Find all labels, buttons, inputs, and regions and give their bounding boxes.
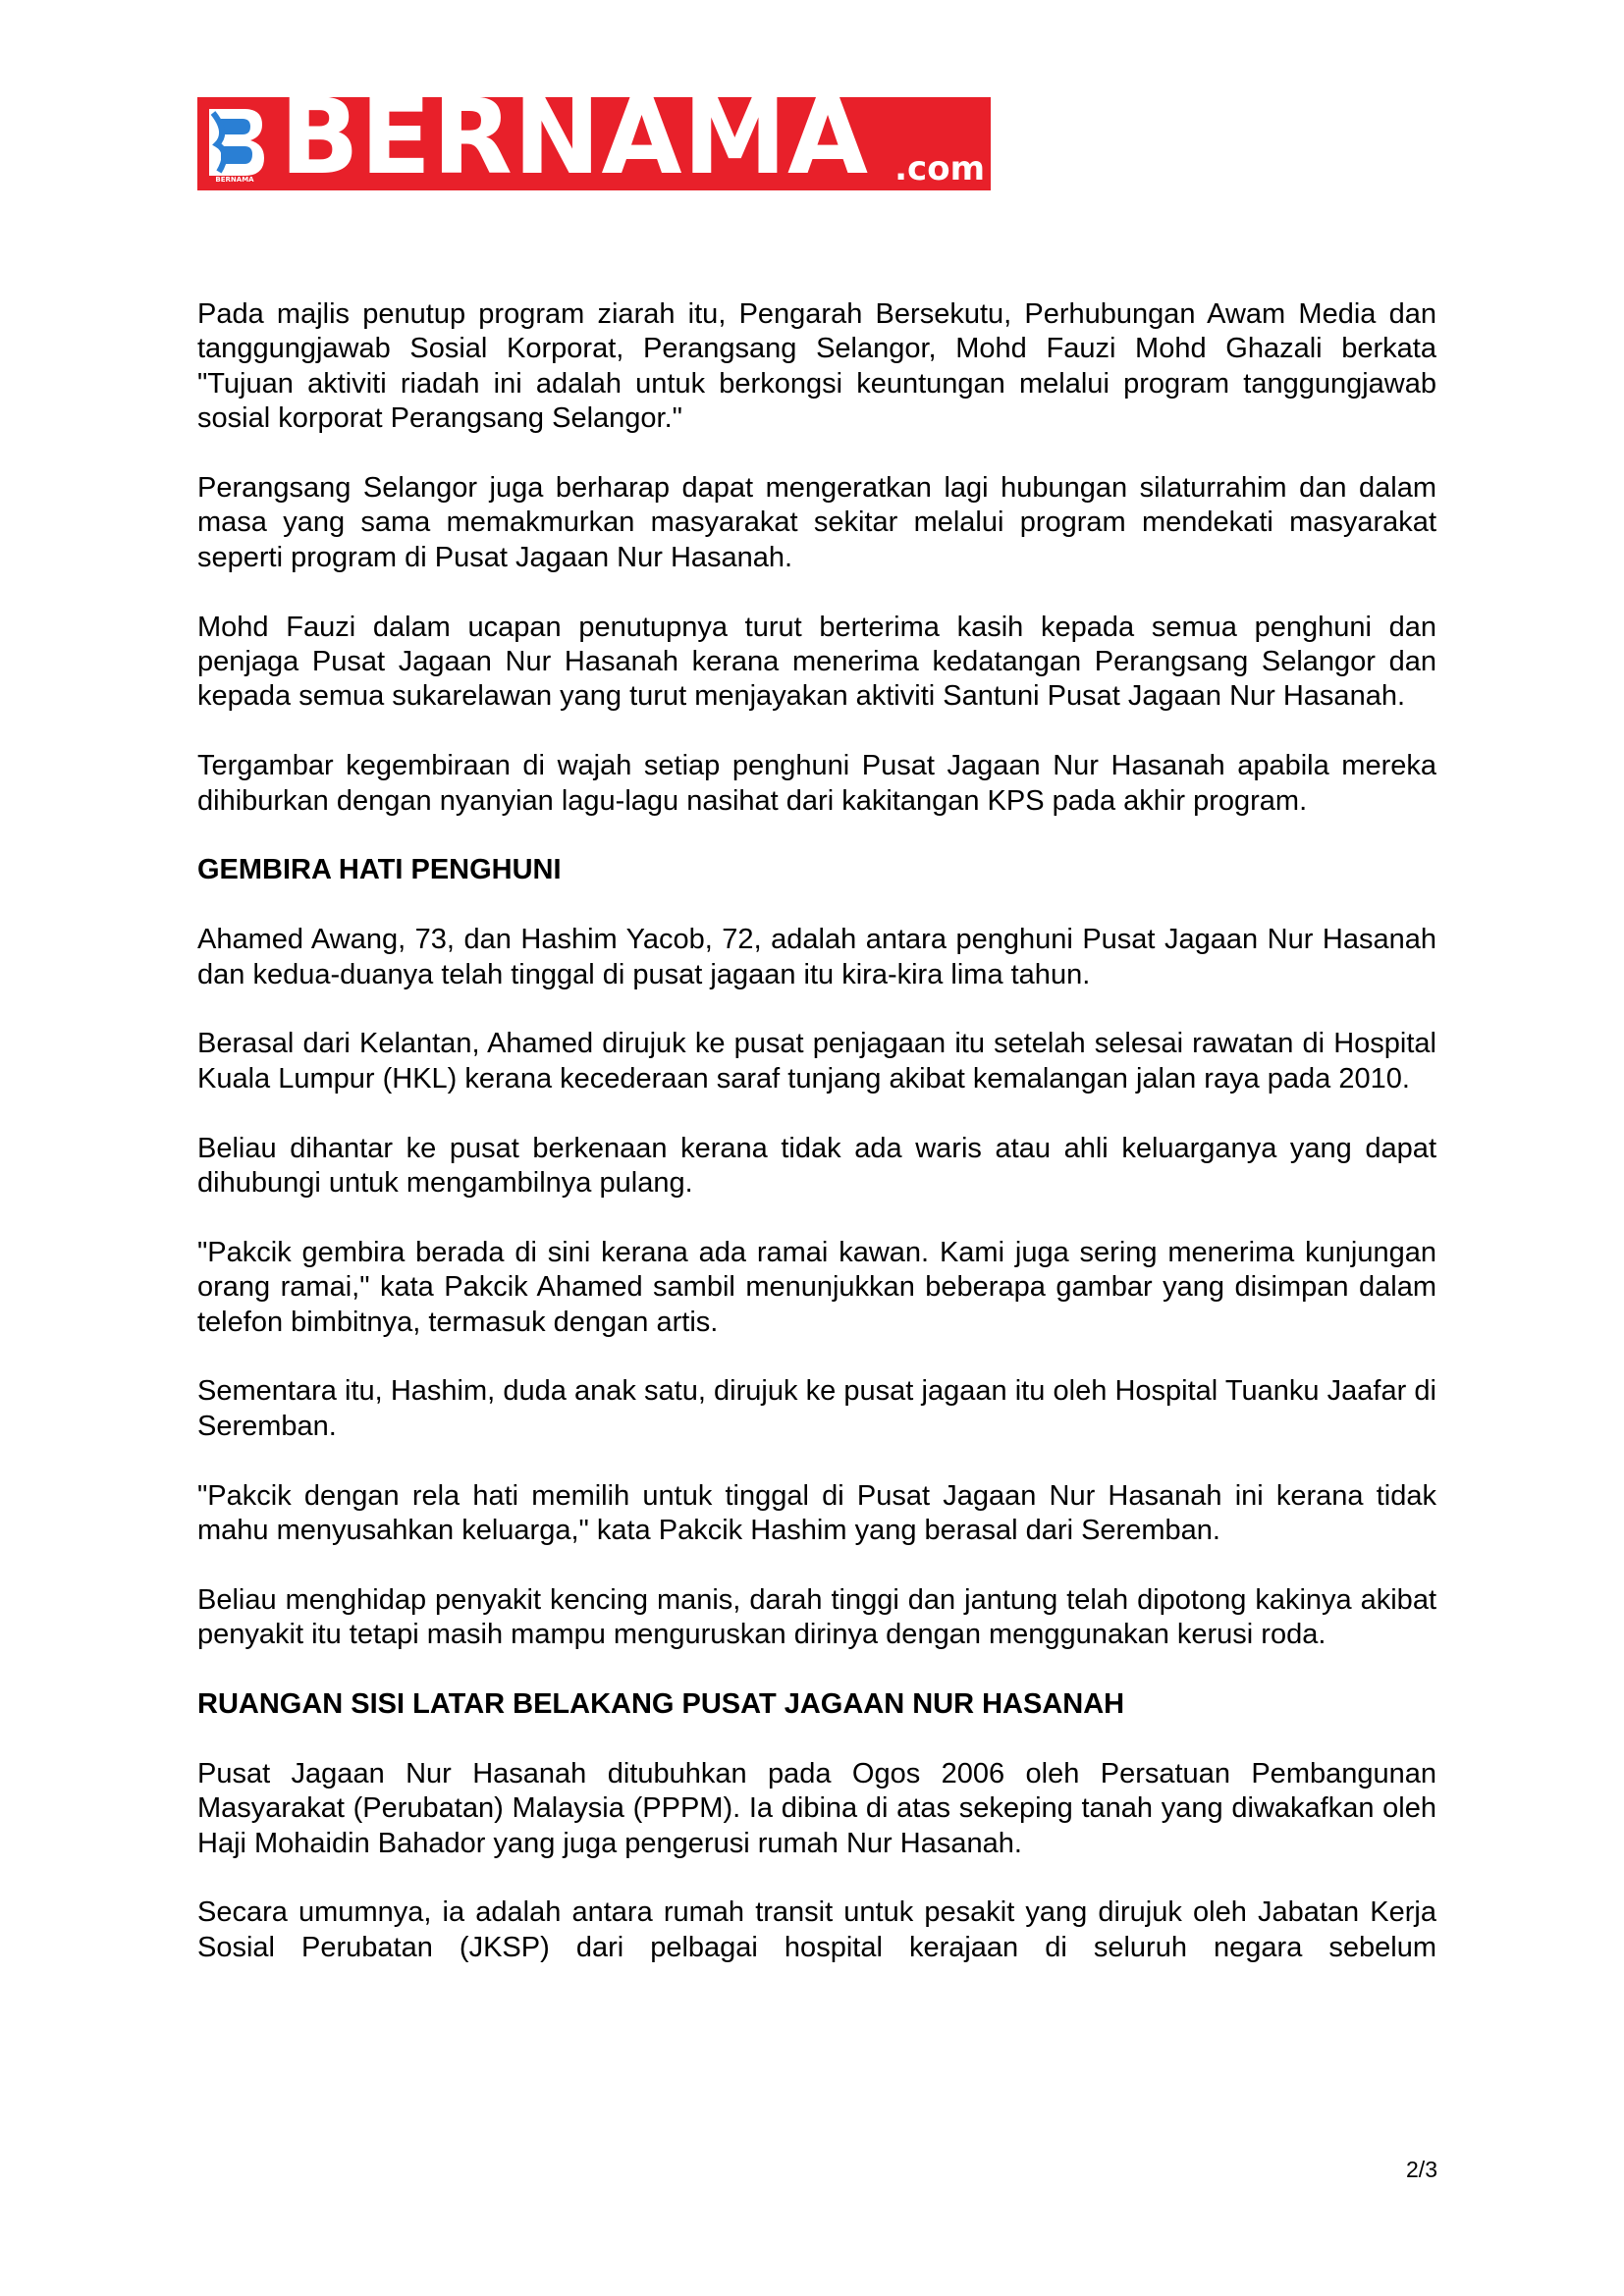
paragraph: Berasal dari Kelantan, Ahamed dirujuk ke pusat penjagaan itu setelah selesai rawatan di Hospital Kuala Lumpur (HKL) kerana kecederaan saraf tunjang akibat kemalangan jalan raya pada 2010.	[197, 1028, 1436, 1095]
paragraph: Perangsang Selangor juga berharap dapat mengeratkan lagi hubungan silaturrahim dan dalam masa yang sama memakmurkan masyarakat sekitar melalui program mendekati masyarakat seperti program di Pusat Jagaan Nur Hasanah.	[197, 472, 1436, 573]
paragraph: Mohd Fauzi dalam ucapan penutupnya turut berterima kasih kepada semua penghuni dan penjaga Pusat Jagaan Nur Hasanah kerana menerima kedatangan Perangsang Selangor dan kepada semua sukarelawan yang turut menjayakan aktiviti Santuni Pusat Jagaan Nur Hasanah.	[197, 611, 1436, 713]
section-heading: GEMBIRA HATI PENGHUNI	[197, 854, 562, 886]
paragraph: Secara umumnya, ia adalah antara rumah transit untuk pesakit yang dirujuk oleh Jabatan Kerja Sosial Perubatan (JKSP) dari pelbagai hospital kerajaan di seluruh negara sebelum	[197, 1896, 1436, 1963]
paragraph: Beliau dihantar ke pusat berkenaan kerana tidak ada waris atau ahli keluarganya yang dapat dihubungi untuk mengambilnya pulang.	[197, 1132, 1436, 1200]
paragraph: Pusat Jagaan Nur Hasanah ditubuhkan pada Ogos 2006 oleh Persatuan Pembangunan Masyarakat (Perubatan) Malaysia (PPPM). Ia dibina di atas sekeping tanah yang diwakafkan oleh Haji Mohaidin Bahador yang juga pengerusi rumah Nur Hasanah.	[197, 1757, 1436, 1859]
bernama-b-mark-icon	[199, 103, 270, 184]
logo-domain-suffix: .com	[894, 149, 985, 188]
paragraph: Tergambar kegembiraan di wajah setiap penghuni Pusat Jagaan Nur Hasanah apabila mereka dihiburkan dengan nyanyian lagu-lagu nasihat dari kakitangan KPS pada akhir program.	[197, 750, 1436, 817]
paragraph: Pada majlis penutup program ziarah itu, Pengarah Bersekutu, Perhubungan Awam Media dan tanggungjawab Sosial Korporat, Perangsang Selangor, Mohd Fauzi Mohd Ghazali berkata "Tujuan aktiviti riadah ini adalah untuk berkongsi keuntungan melalui program tanggungjawab sosial korporat Perangsang Selangor."	[197, 298, 1436, 435]
section-heading: RUANGAN SISI LATAR BELAKANG PUSAT JAGAAN NUR HASANAH	[197, 1688, 1125, 1721]
page-number: 2/3	[1406, 2157, 1437, 2182]
paragraph: "Pakcik dengan rela hati memilih untuk tinggal di Pusat Jagaan Nur Hasanah ini kerana tidak mahu menyusahkan keluarga," kata Pakcik Hashim yang berasal dari Seremban.	[197, 1479, 1436, 1547]
paragraph: Beliau menghidap penyakit kencing manis, darah tinggi dan jantung telah dipotong kakinya akibat penyakit itu tetapi masih mampu menguruskan dirinya dengan menggunakan kerusi roda.	[197, 1583, 1436, 1651]
paragraph: Ahamed Awang, 73, dan Hashim Yacob, 72, adalah antara penghuni Pusat Jagaan Nur Hasanah dan kedua-duanya telah tinggal di pusat jagaan itu kira-kira lima tahun.	[197, 924, 1436, 990]
logo-mark-text: BERNAMA	[215, 176, 254, 184]
logo-wordmark: BERNAMA	[280, 97, 870, 190]
article-body	[197, 297, 1436, 1965]
bernama-logo	[197, 97, 991, 190]
paragraph: Sementara itu, Hashim, duda anak satu, dirujuk ke pusat jagaan itu oleh Hospital Tuanku Jaafar di Seremban.	[197, 1375, 1436, 1442]
paragraph: "Pakcik gembira berada di sini kerana ada ramai kawan. Kami juga sering menerima kunjungan orang ramai," kata Pakcik Ahamed sambil menunjukkan beberapa gambar yang disimpan dalam telefon bimbitnya, termasuk dengan artis.	[197, 1236, 1436, 1338]
